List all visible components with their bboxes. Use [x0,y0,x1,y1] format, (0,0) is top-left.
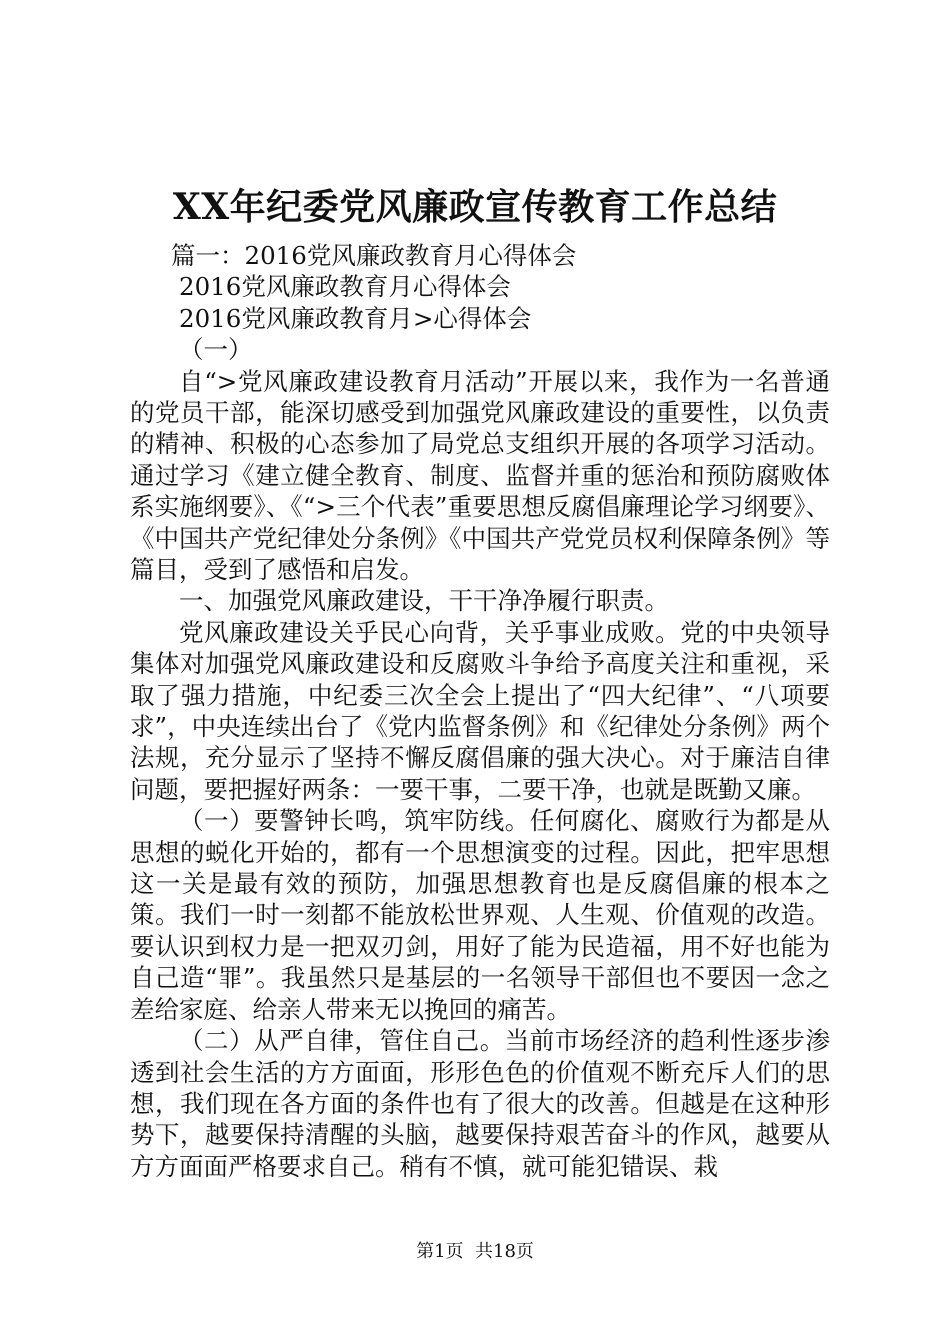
section-heading: 2016党风廉政教育月>心得体会 [179,303,532,333]
body-paragraph: 自“>党风廉政建设教育月活动”开展以来，我作为一名普通的党员干部，能深切感受到加强党风廉政建设的重要性，以负责的精神、积极的心态参加了局党总支组织开展的各项学习活动。通过学习《建立健全教育、制度、监督并重的惩治和预防腐败体系实施纲要》、《“>三个代表”重要思想反腐倡廉理论学习纲要》、《中国共产党纪律处分条例》《中国共产党党员权利保障条例》等篇目，受到了感悟和启发。 [130,366,830,584]
body-paragraph: （一）要警钟长鸣，筑牢防线。任何腐化、腐败行为都是从思想的蜕化开始的，都有一个思想演变的过程。因此，把牢思想这一关是最有效的预防，加强思想教育也是反腐倡廉的根本之策。我们一时一刻都不能放松世界观、人生观、价值观的改造。要认识到权力是一把双刃剑，用好了能为民造福，用不好也能为自己造“罪”。我虽然只是基层的一名领导干部但也不要因一念之差给家庭、给亲人带来无以挽回的痛苦。 [130,806,830,1024]
body-paragraph: 党风廉政建设关乎民心向背，关乎事业成败。党的中央领导集体对加强党风廉政建设和反腐败斗争给予高度关注和重视，采取了强力措施，中纪委三次全会上提出了“四大纪律”、“八项要求”，中央连续出台了《党内监督条例》和《纪律处分条例》两个法规，充分显示了坚持不懈反腐倡廉的强大决心。对于廉洁自律问题，要把握好两条：一要干事，二要干净，也就是既勤又廉。 [130,617,830,804]
body-paragraph: （二）从严自律，管住自己。当前市场经济的趋利性逐步渗透到社会生活的方方面面，形形色色的价值观不断充斥人们的思想，我们现在各方面的条件也有了很大的改善。但越是在这种形势下，越要保持清醒的头脑，越要保持艰苦奋斗的作风，越要从方方面面严格要求自己。稍有不慎，就可能犯错误、栽 [130,1026,830,1181]
document-title: XX年纪委党风廉政宣传教育工作总结 [172,186,778,228]
document-body [130,240,830,1182]
section-heading: 2016党风廉政教育月心得体会 [179,272,511,302]
page-number: 第1页 共18页 [416,1241,534,1262]
section-heading: 篇一：2016党风廉政教育月心得体会 [171,241,577,270]
section-heading: （一） [179,335,253,365]
body-paragraph: 一、加强党风廉政建设，干干净净履行职责。 [179,586,669,616]
